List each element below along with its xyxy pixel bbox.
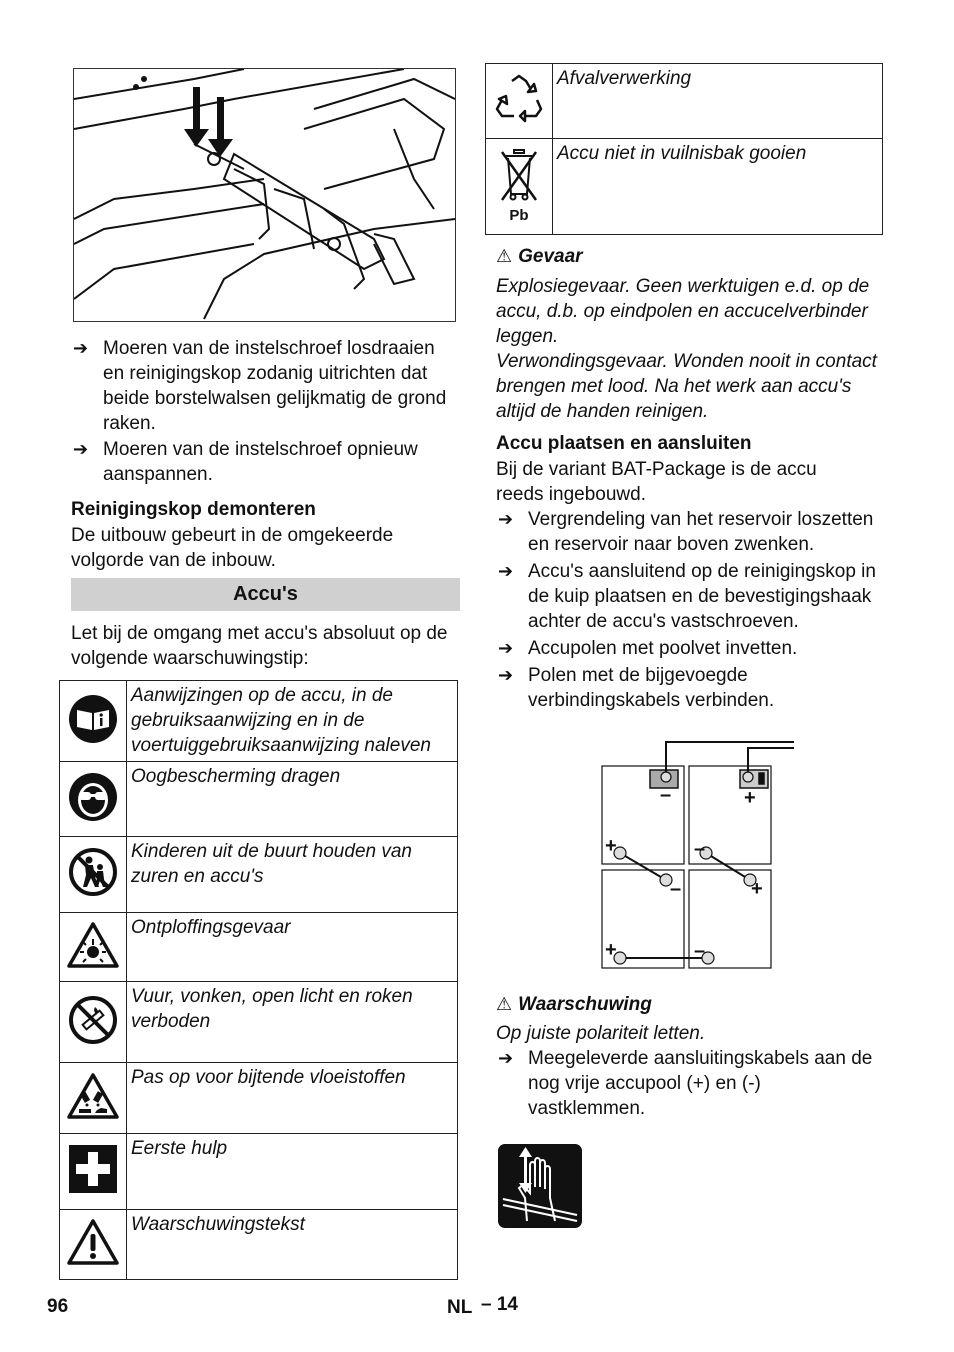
eye-protection-icon [68,772,118,822]
symbol-cell [60,1134,127,1210]
minus-label: – [660,784,672,806]
warning-icon [67,1218,119,1266]
instruction-step: Moeren van de instelschroef opnieuw aanspannen. [103,439,418,485]
instruction-step: Accu's aansluitend op de reinigingskop in de kuip plaatsen en de bevestigingshaak achter de accu's vastschroeven. [528,561,876,632]
minus-label: – [670,878,682,900]
minus-label: – [694,838,706,860]
no-fire-icon [68,995,118,1045]
battery-wiring-diagram [598,738,798,973]
symbol-cell [60,762,127,837]
warning-title-text: Waarschuwing [518,994,652,1015]
keep-children-away-icon [68,847,118,897]
danger-text: Verwondingsgevaar. Wonden nooit in contact brengen met lood. Na het werk aan accu's altijd de handen reinigen. [496,351,877,422]
table-row [60,913,458,982]
section-page-number: – 14 [481,1294,518,1315]
symbol-cell [486,139,553,235]
instruction-step: Accupolen met poolvet invetten. [528,638,798,659]
table-row [60,681,458,762]
symbol-cell [60,1210,127,1280]
minus-label: – [694,940,706,962]
warning-triangle-icon: ⚠ [496,994,513,1014]
corrosive-icon [67,1072,119,1120]
section-heading: Accu plaatsen en aansluiten [496,433,752,454]
language-code: NL [447,1297,473,1318]
table-row [486,64,883,139]
symbol-label: Kinderen uit de buurt houden van zuren en accu's [127,837,458,913]
bullet-arrow-icon: ➔ [73,338,89,358]
table-row [60,837,458,913]
warning-triangle-icon: ⚠ [496,246,513,266]
symbol-label: Aanwijzingen op de accu, in de gebruiksaanwijzing en in de voertuiggebruiksaanwijzing naleven [127,681,458,762]
table-row [60,762,458,837]
recycle-icon [492,73,546,125]
danger-text: Explosiegevaar. Geen werktuigen e.d. op de accu, d.b. op eindpolen en accucelverbinder leggen. [496,276,870,347]
disposal-symbols-table [485,63,883,235]
symbol-label: Accu niet in vuilnisbak gooien [553,139,883,235]
plus-label: + [751,878,763,900]
safety-symbols-table [59,680,458,1280]
symbol-label: Afvalverwerking [553,64,883,139]
section-heading: Reinigingskop demonteren [71,499,316,520]
plus-label: + [605,939,617,961]
explosion-hazard-icon [67,921,119,969]
bullet-arrow-icon: ➔ [73,439,89,459]
plus-label: + [744,787,756,809]
table-row [60,1210,458,1280]
crossed-bin-icon [494,144,544,224]
bullet-arrow-icon: ➔ [498,665,514,685]
danger-title [496,244,886,269]
symbol-cell [60,1063,127,1134]
table-row [60,1063,458,1134]
symbol-label: Oogbescherming dragen [127,762,458,837]
plus-label: + [605,835,617,857]
symbol-cell [60,913,127,982]
section-band-title: Accu's [71,578,460,611]
paragraph: De uitbouw gebeurt in de omgekeerde volgorde van de inbouw. [71,525,394,571]
intro-paragraph: Let bij de omgang met accu's absoluut op de volgende waarschuwingstip: [71,623,448,669]
symbol-label: Pas op voor bijtende vloeistoffen [127,1063,458,1134]
adjustment-screw-drawing [74,69,455,321]
instruction-step: Meegeleverde aansluitingskabels aan de nog vrije accupool (+) en (-) vastklemmen. [528,1048,873,1119]
cleaning-head-illustration [73,68,456,322]
symbol-cell [60,837,127,913]
symbol-label: Waarschuwingstekst [127,1210,458,1280]
first-aid-icon [68,1144,118,1194]
symbol-cell [60,681,127,762]
table-row [486,139,883,235]
table-row [60,1134,458,1210]
table-row [60,982,458,1063]
page-number: 96 [47,1296,69,1317]
instruction-step: Polen met de bijgevoegde verbindingskabels verbinden. [528,665,775,711]
bullet-arrow-icon: ➔ [498,638,514,658]
symbol-label: Vuur, vonken, open licht en roken verboden [127,982,458,1063]
bullet-arrow-icon: ➔ [498,561,514,581]
clamp-hand-icon [497,1143,583,1229]
symbol-cell [486,64,553,139]
symbol-label: Ontploffingsgevaar [127,913,458,982]
paragraph: Bij de variant BAT-Package is de accu reeds ingebouwd. [496,459,817,505]
bullet-arrow-icon: ➔ [498,509,514,529]
lead-badge: Pb [509,207,529,224]
warning-title [496,992,886,1017]
bullet-arrow-icon: ➔ [498,1048,514,1068]
symbol-cell [60,982,127,1063]
warning-text: Op juiste polariteit letten. [496,1023,706,1044]
instruction-step: Moeren van de instelschroef losdraaien en reinigingskop zodanig uitrichten dat beide borstelwalsen gelijkmatig de grond raken. [103,338,447,434]
danger-title-text: Gevaar [518,246,583,267]
manual-icon [68,694,118,744]
symbol-label: Eerste hulp [127,1134,458,1210]
instruction-step: Vergrendeling van het reservoir loszetten en reservoir naar boven zwenken. [528,509,874,555]
